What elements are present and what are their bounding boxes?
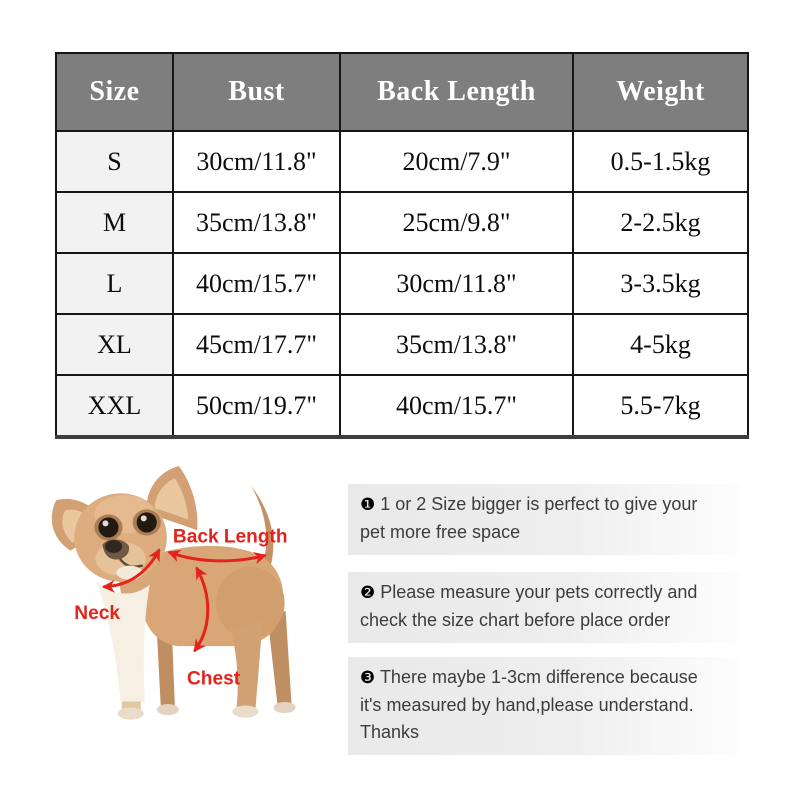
note-text: 1 or 2 Size bigger is perfect to give your [380, 494, 698, 514]
bust-cell: 40cm/15.7" [173, 253, 340, 314]
bust-cell: 35cm/13.8" [173, 192, 340, 253]
back-length-cell: 40cm/15.7" [340, 375, 573, 437]
size-cell: M [56, 192, 173, 253]
table-header-row [56, 53, 748, 131]
note-line: Thanks [360, 722, 420, 742]
weight-cell: 0.5-1.5kg [573, 131, 748, 192]
note-1 [348, 484, 740, 555]
chest-label: Chest [186, 668, 241, 690]
note-2 [348, 572, 740, 643]
weight-cell: 2-2.5kg [573, 192, 748, 253]
note-line [360, 664, 728, 692]
note-line [360, 579, 728, 607]
weight-cell: 5.5-7kg [573, 375, 748, 437]
table-row [56, 131, 748, 192]
col-header-size: Size [56, 53, 173, 131]
note-text: There maybe 1-3cm difference because [379, 667, 698, 687]
back-length-cell: 25cm/9.8" [340, 192, 573, 253]
col-header-weight: Weight [573, 53, 748, 131]
table-row [56, 192, 748, 253]
note-bullet: ❸ [360, 668, 376, 688]
table-row [56, 314, 748, 375]
note-bullet: ❷ [360, 583, 376, 603]
size-cell: L [56, 253, 173, 314]
neck-label: Neck [74, 603, 120, 624]
table-row [56, 253, 748, 314]
size-chart-table [55, 52, 749, 439]
size-cell: XXL [56, 375, 173, 437]
note-bullet: ❶ [360, 495, 376, 515]
col-header-back-length: Back Length [340, 53, 573, 131]
back-length-label: Back Length [172, 526, 288, 548]
col-header-bust: Bust [173, 53, 340, 131]
dog-photo [52, 466, 296, 720]
weight-cell: 4-5kg [573, 314, 748, 375]
size-cell: S [56, 131, 173, 192]
table-row [56, 375, 748, 437]
bust-cell: 45cm/17.7" [173, 314, 340, 375]
back-length-cell: 35cm/13.8" [340, 314, 573, 375]
back-length-cell: 30cm/11.8" [340, 253, 573, 314]
note-text: Please measure your pets correctly and [380, 582, 698, 602]
bust-cell: 30cm/11.8" [173, 131, 340, 192]
note-line [360, 491, 728, 519]
measurement-diagram [28, 458, 350, 780]
size-cell: XL [56, 314, 173, 375]
note-line: pet more free space [360, 522, 521, 542]
bust-cell: 50cm/19.7" [173, 375, 340, 437]
weight-cell: 3-3.5kg [573, 253, 748, 314]
note-line: check the size chart before place order [360, 610, 671, 630]
note-3 [348, 657, 740, 755]
back-length-cell: 20cm/7.9" [340, 131, 573, 192]
note-line: it's measured by hand,please understand. [360, 695, 694, 715]
